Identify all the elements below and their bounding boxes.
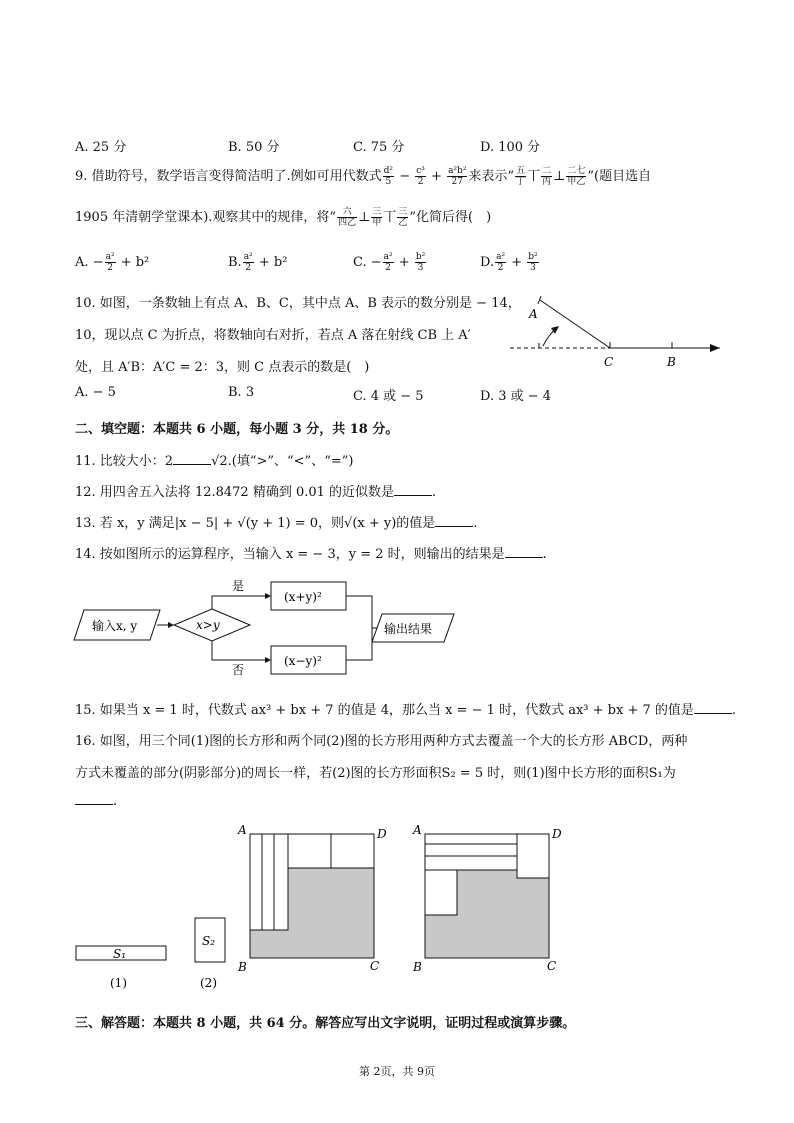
q9-frac-3: $\frac{\text{a²b²}}{27}$ — [448, 166, 467, 187]
q16-line2: 方式未覆盖的部分(阴影部分)的周长一样，若(2)图的长方形面积S₂ = 5 时，则(1)图中长方形的面积S₁为 — [75, 766, 676, 781]
q11-blank[interactable] — [173, 453, 211, 465]
q9-frac-1: $\frac{\text{d²}}{5}$ — [383, 166, 394, 187]
q9-sym-b: $\frac{\text{二}}{\text{丙}}$ — [542, 166, 552, 187]
folded-ray — [540, 300, 610, 348]
input-label: 输入x, y — [92, 619, 138, 633]
q9-option-d: D. $\frac{\text{a²}}{2}$ + $\frac{\text{b²}}{3}$ — [480, 252, 538, 273]
label-a: A — [529, 307, 538, 321]
q9-sym-c: $\frac{\text{二七}}{\text{甲乙}}$ — [567, 166, 586, 187]
q10-option-a: A. − 5 — [75, 385, 116, 400]
q14-blank[interactable] — [505, 546, 543, 558]
q10-option-b: B. 3 — [228, 385, 255, 400]
q13-blank[interactable] — [435, 515, 473, 527]
q16-line3: . — [75, 793, 117, 809]
q8-option-a: A. 25 分 — [75, 140, 127, 155]
q14-flowchart — [72, 572, 462, 682]
output-label: 输出结果 — [384, 622, 433, 636]
q13: 13. 若 x，y 满足|x − 5| + √(y + 1) = 0，则√(x + y)的值是 . — [75, 516, 478, 531]
q9-rsym-a: $\frac{\text{六}}{\text{四乙}}$ — [338, 207, 357, 228]
label-a2: A — [413, 823, 422, 837]
label-a1: A — [238, 823, 247, 837]
q15: 15. 如果当 x = 1 时，代数式 ax³ + bx + 7 的值是 4，那么当 x = − 1 时，代数式 ax³ + bx + 7 的值是 . — [75, 703, 737, 718]
q9-line2: 1905 年清朝学堂课本).观察其中的规律，将“ $\frac{\text{六}}{\text{四乙}}$ ⊥ $\frac{\text{三}}{\text{甲}}$ 丅 $\frac{\text{三}}{\text{乙}}$ ”化简后得( ) — [75, 207, 492, 228]
label-b2: B — [413, 960, 422, 974]
q10-line1: 10. 如图，一条数轴上有点 A、B、C，其中点 A、B 表示的数分别是 − 14， — [75, 296, 521, 311]
section-2-title: 二、填空题：本题共 6 小题，每小题 3 分，共 18 分。 — [75, 422, 399, 437]
s2-label: S₂ — [202, 934, 216, 948]
q8-option-b: B. 50 分 — [228, 140, 280, 155]
q9-line1: 9. 借助符号，数学语言变得简洁明了.例如可用代数式 $\frac{\text{d²}}{5}$ − $\frac{\text{c³}}{2}$ + $\frac{\text{a²b²}}{27}$ 来表示“ $\frac{\text{五}}{\text{丁}}$ 丅 $\frac{\text{二}}{\text{丙}}$ ⊥ $\frac{\text{二七}}{\text{甲乙}}$ ”(题目选自 — [75, 166, 652, 187]
q9-sym-a: $\frac{\text{五}}{\text{丁}}$ — [516, 166, 526, 187]
caption-2: (2) — [200, 976, 217, 990]
q12: 12. 用四舍五入法将 12.8472 精确到 0.01 的近似数是 . — [75, 485, 437, 500]
q10-number-line-figure — [505, 290, 725, 370]
q16-blank[interactable] — [75, 793, 113, 805]
q12-blank[interactable] — [394, 484, 432, 496]
no-label: 否 — [232, 663, 245, 677]
q15-blank[interactable] — [694, 702, 732, 714]
q9-rsym-b: $\frac{\text{三}}{\text{甲}}$ — [372, 207, 382, 228]
abcd-arrangement-1 — [237, 823, 387, 974]
q16-line1: 16. 如图，用三个同(1)图的长方形和两个同(2)图的长方形用两种方式去覆盖一个大的长方形 ABCD，两种 — [75, 734, 688, 749]
condition-label: x>y — [196, 618, 220, 632]
label-c2: C — [547, 959, 557, 973]
q9-rsym-c: $\frac{\text{三}}{\text{乙}}$ — [398, 207, 408, 228]
label-d2: D — [552, 827, 562, 841]
page-footer: 第 2页，共 9页 — [359, 1065, 435, 1078]
q11: 11. 比较大小：2 √2.(填“>”、“<”、“=”) — [75, 454, 354, 469]
section-3-title: 三、解答题：本题共 8 小题，共 64 分。解答应写出文字说明，证明过程或演算步骤。 — [75, 1016, 576, 1031]
q10-option-c: C. 4 或 − 5 — [353, 389, 424, 404]
q8-option-d: D. 100 分 — [480, 140, 541, 155]
arrow-icon — [265, 657, 271, 663]
q9-option-b: B. $\frac{\text{a²}}{2}$ + b² — [228, 252, 288, 273]
q16-figure — [70, 820, 590, 995]
arrow-icon — [265, 593, 271, 599]
sum-square-label: (x+y)² — [284, 590, 322, 604]
diff-square-label: (x−y)² — [284, 654, 322, 668]
caption-1: (1) — [110, 976, 127, 990]
label-d1: D — [377, 827, 387, 841]
s1-label: S₁ — [113, 947, 127, 961]
q8-option-c: C. 75 分 — [353, 140, 405, 155]
q9-frac-2: $\frac{\text{c³}}{2}$ — [416, 166, 425, 187]
label-b1: B — [238, 960, 247, 974]
label-c1: C — [370, 959, 380, 973]
q10-option-d: D. 3 或 − 4 — [480, 389, 552, 404]
q10-line2: 10，现以点 C 为折点，将数轴向右对折，若点 A 落在射线 CB 上 A′ — [75, 328, 471, 343]
q14: 14. 按如图所示的运算程序，当输入 x = − 3，y = 2 时，则输出的结果是 . — [75, 547, 547, 562]
abcd-arrangement-2 — [412, 823, 562, 974]
yes-label: 是 — [232, 579, 245, 593]
q9-option-a: A. − $\frac{\text{a²}}{2}$ + b² — [75, 252, 150, 273]
label-b: B — [667, 355, 676, 369]
label-c: C — [604, 355, 614, 369]
arrow-head-icon — [710, 344, 720, 352]
q9-option-c: C. − $\frac{\text{a²}}{2}$ + $\frac{\text{b²}}{3}$ — [353, 252, 426, 273]
q10-line3: 处，且 A′B：A′C = 2：3，则 C 点表示的数是( ) — [75, 360, 370, 375]
